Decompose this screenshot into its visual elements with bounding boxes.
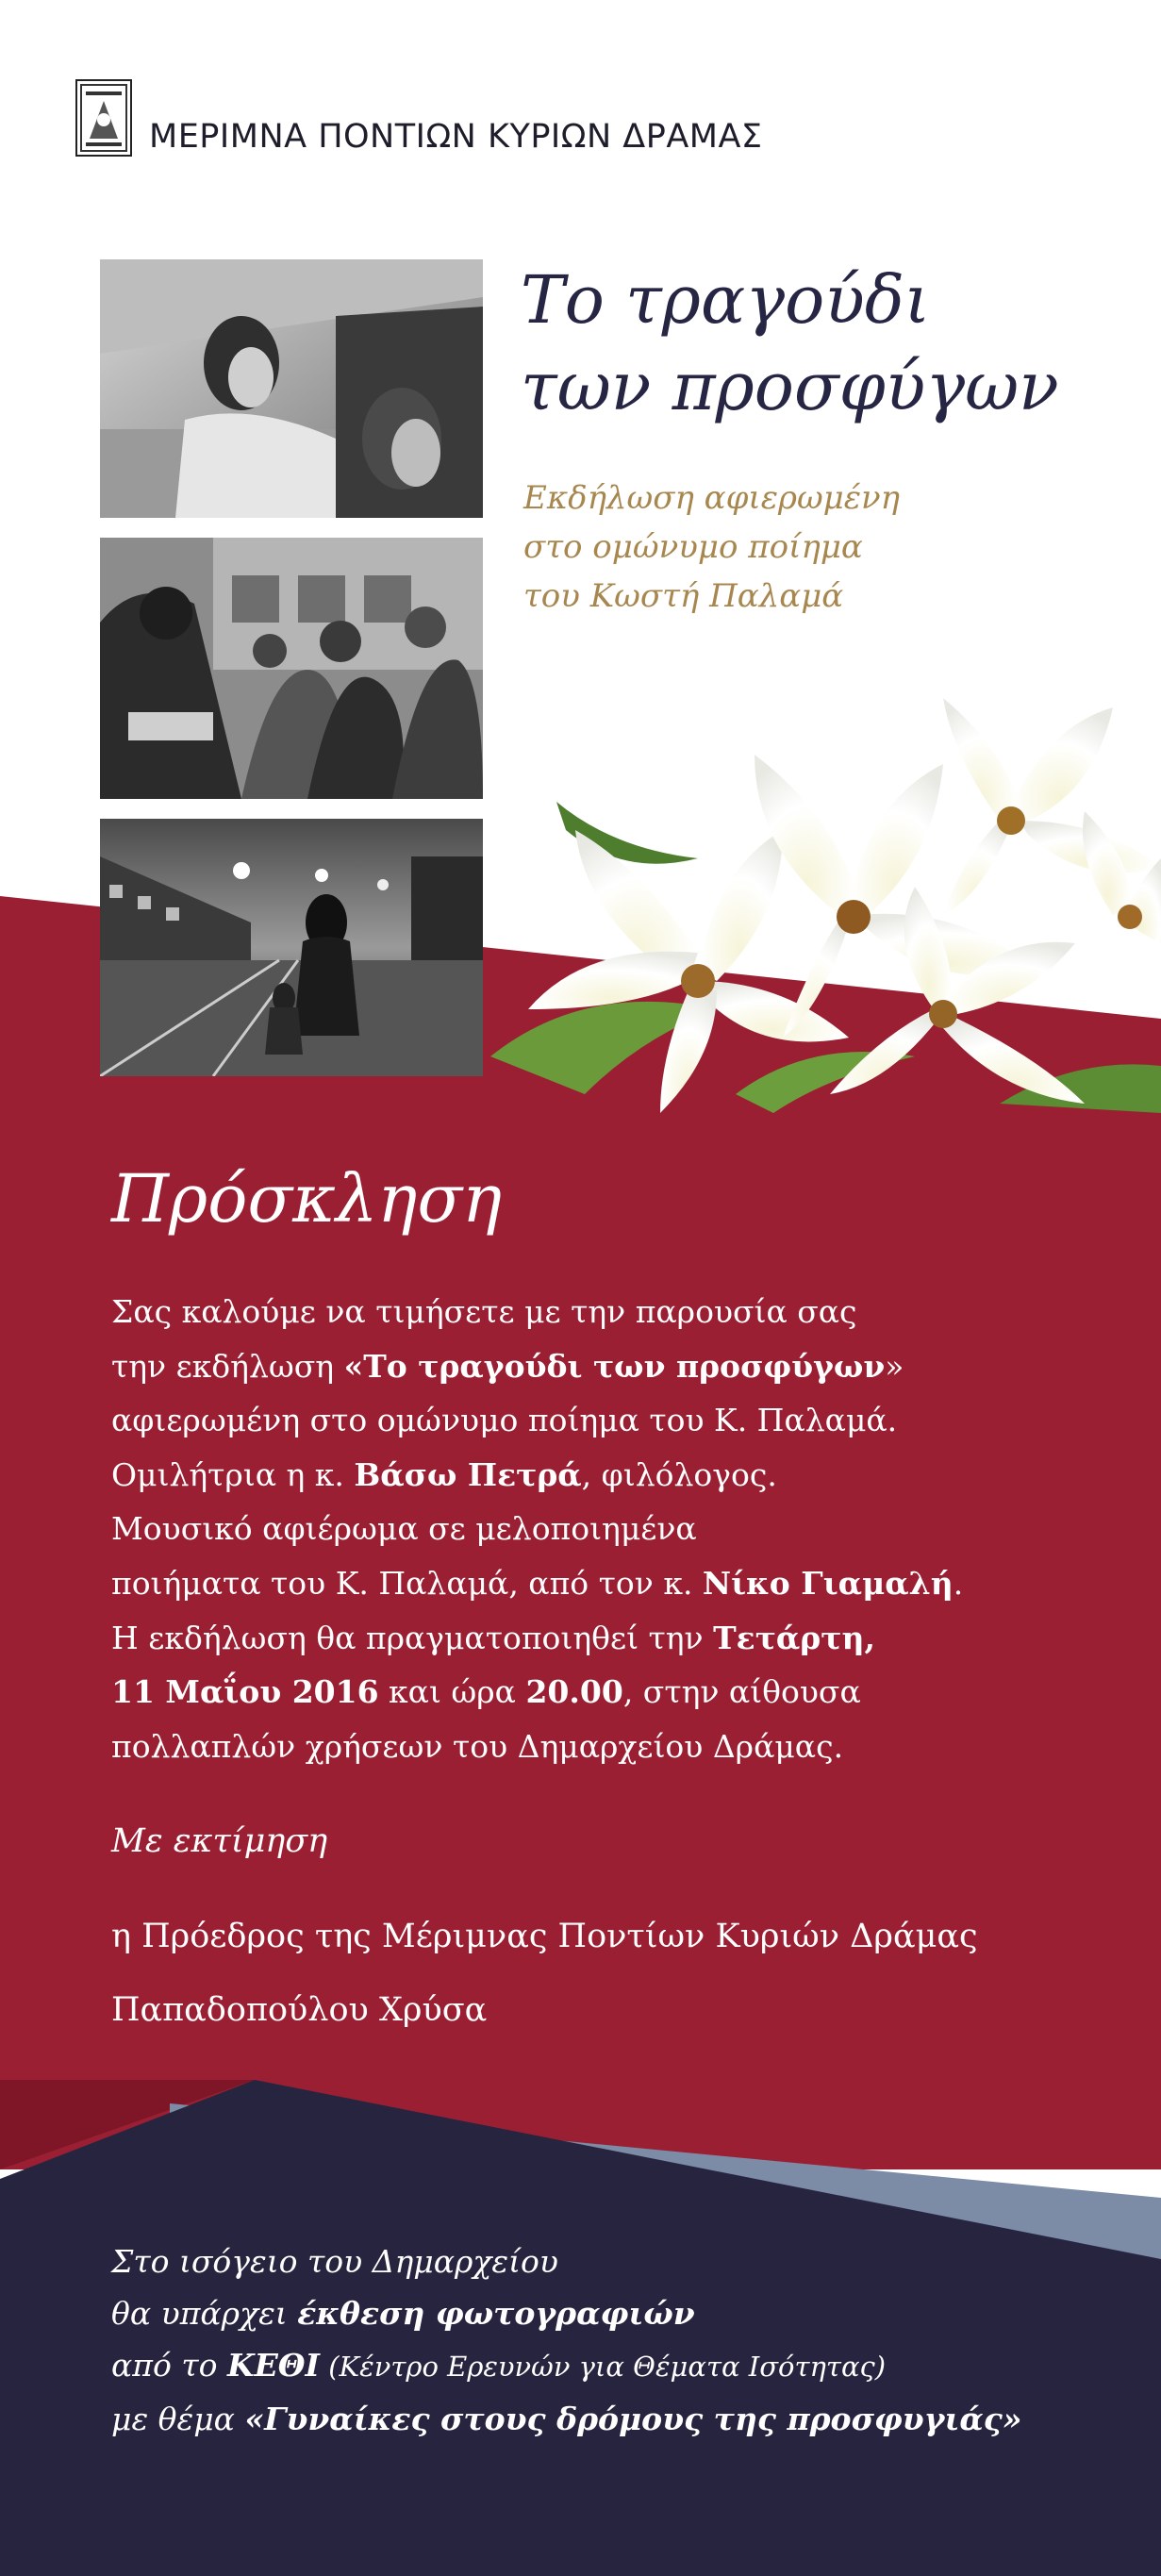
- subtitle-line1: Εκδήλωση αφιερωμένη: [523, 479, 901, 517]
- invitation-line: πολλαπλών χρήσεων του Δημαρχείου Δράμας.: [111, 1727, 844, 1765]
- closing-regards: Με εκτίμηση: [111, 1822, 328, 1860]
- invitation-line: αφιερωμένη στο ομώνυμο ποίημα του Κ. Παλαμά.: [111, 1402, 898, 1439]
- footer-line: από το ΚΕΘΙ (Κέντρο Ερευνών για Θέματα Ισότητας): [111, 2347, 887, 2384]
- seal-logo-icon: [75, 79, 132, 157]
- subtitle-line3: του Κωστή Παλαμά: [523, 577, 844, 615]
- invitation-body: [111, 1285, 1111, 1773]
- event-subtitle: [523, 474, 900, 621]
- event-time: 20.00: [525, 1673, 623, 1711]
- header: [75, 75, 763, 160]
- lily-far-right: [1083, 811, 1161, 943]
- speaker-name: Βάσω Πετρά: [354, 1455, 582, 1493]
- footer-line: με θέμα «Γυναίκες στους δρόμους της προσφυγιάς»: [111, 2401, 1022, 2437]
- invitation-line: Σας καλούμε να τιμήσετε με την παρουσία σας: [111, 1293, 857, 1330]
- signer-role: η Πρόεδρος της Μέριμνας Ποντίων Κυριών Δράμας: [111, 1918, 978, 1955]
- footer-line: Στο ισόγειο του Δημαρχείου: [111, 2243, 558, 2280]
- event-date: 11 Μαΐου 2016: [111, 1673, 379, 1711]
- lily-flowers-image: [472, 698, 1161, 1122]
- kethi-bold: ΚΕΘΙ: [226, 2347, 320, 2384]
- invitation-line: 11 Μαΐου 2016 και ώρα 20.00, στην αίθουσα: [111, 1673, 861, 1711]
- invitation-line: ποιήματα του Κ. Παλαμά, από τον κ. Νίκο Γιαμαλή.: [111, 1564, 964, 1602]
- invitation-line: Μουσικό αφιέρωμα σε μελοποιημένα: [111, 1510, 697, 1548]
- signer-name: Παπαδοπούλου Χρύσα: [111, 1991, 488, 2029]
- exhibition-bold: έκθεση φωτογραφιών: [297, 2295, 695, 2332]
- subtitle-line2: στο ομώνυμο ποίημα: [523, 528, 863, 566]
- invitation-line: Ομιλήτρια η κ. Βάσω Πετρά, φιλόλογος.: [111, 1455, 777, 1493]
- footer-line: θα υπάρχει έκθεση φωτογραφιών: [111, 2295, 695, 2332]
- event-title-line2: των προσφύγων: [521, 348, 1059, 425]
- organization-name: ΜΕΡΙΜΝΑ ΠΟΝΤΙΩΝ ΚΥΡΙΩΝ ΔΡΑΜΑΣ: [149, 118, 763, 156]
- exhibition-theme: «Γυναίκες στους δρόμους της προσφυγιάς»: [244, 2401, 1022, 2437]
- event-title: [521, 257, 1059, 430]
- exhibition-note: [111, 2235, 1022, 2445]
- invitation-line: την εκδήλωση «Το τραγούδι των προσφύγων»: [111, 1347, 904, 1385]
- event-day: Τετάρτη,: [713, 1619, 875, 1656]
- signature-block: [111, 1900, 978, 2047]
- photo-train-platform: [100, 819, 483, 1076]
- photo-train-window: [100, 259, 483, 518]
- invitation-line: Η εκδήλωση θα πραγματοποιηθεί την Τετάρτη,: [111, 1619, 875, 1656]
- event-title-line1: Το τραγούδι: [521, 261, 931, 339]
- photo-refugee-crowd: [100, 538, 483, 799]
- invitation-heading: Πρόσκληση: [111, 1160, 503, 1238]
- event-name-bold: «Το τραγούδι των προσφύγων: [343, 1347, 886, 1385]
- musician-name: Νίκο Γιαμαλή: [702, 1564, 954, 1602]
